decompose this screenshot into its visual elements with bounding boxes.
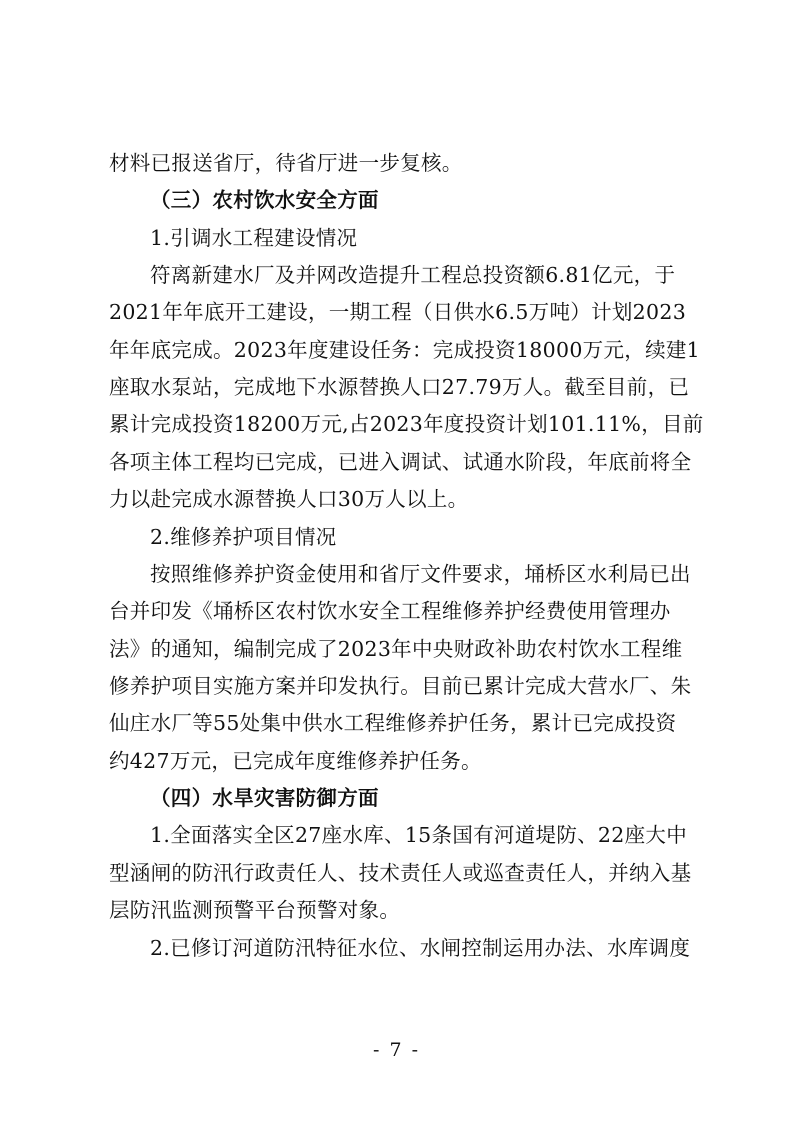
subsection-heading-maintenance: 2.维修养护项目情况 [150,525,337,549]
section-heading-rural-water: （三）农村饮水安全方面 [150,188,379,212]
paragraph-line: 2.已修订河道防汛特征水位、水闸控制运用办法、水库调度 [150,936,691,960]
paragraph-line: 力以赴完成水源替换人口30万人以上。 [109,487,469,511]
paragraph-line: 台并印发《埇桥区农村饮水安全工程维修养护经费使用管理办 [109,599,671,623]
paragraph-line: 材料已报送省厅，待省厅进一步复核。 [109,151,463,175]
paragraph-line: 累计完成投资18200万元,占2023年度投资计划101.11%，目前 [109,412,704,436]
paragraph-line: 2021年年底开工建设，一期工程（日供水6.5万吨）计划2023 [109,300,687,324]
section-heading-flood-drought: （四）水旱灾害防御方面 [150,786,379,810]
paragraph-line: 法》的通知，编制完成了2023年中央财政补助农村饮水工程维 [109,637,683,661]
paragraph-line: 符离新建水厂及并网改造提升工程总投资额6.81亿元，于 [150,263,676,287]
page-number: - 7 - [372,1039,420,1061]
paragraph-line: 按照维修养护资金使用和省厅文件要求，埇桥区水利局已出 [150,562,691,586]
paragraph-line: 层防汛监测预警平台预警对象。 [109,898,401,922]
paragraph-line: 年年底完成。2023年度建设任务：完成投资18000万元，续建1 [109,338,701,362]
paragraph-line: 修养护项目实施方案并印发执行。目前已累计完成大营水厂、朱 [109,674,692,698]
subsection-heading-water-diversion: 1.引调水工程建设情况 [150,226,358,250]
paragraph-line: 1.全面落实全区27座水库、15条国有河道堤防、22座大中 [150,823,688,847]
paragraph-line: 约427万元，已完成年度维修养护任务。 [109,749,482,773]
paragraph-line: 型涵闸的防汛行政责任人、技术责任人或巡查责任人，并纳入基 [109,861,692,885]
paragraph-line: 仙庄水厂等55处集中供水工程维修养护任务，累计已完成投资 [109,711,677,735]
paragraph-line: 座取水泵站，完成地下水源替换人口27.79万人。截至目前，已 [109,375,690,399]
paragraph-line: 各项主体工程均已完成，已进入调试、试通水阶段，年底前将全 [109,450,692,474]
